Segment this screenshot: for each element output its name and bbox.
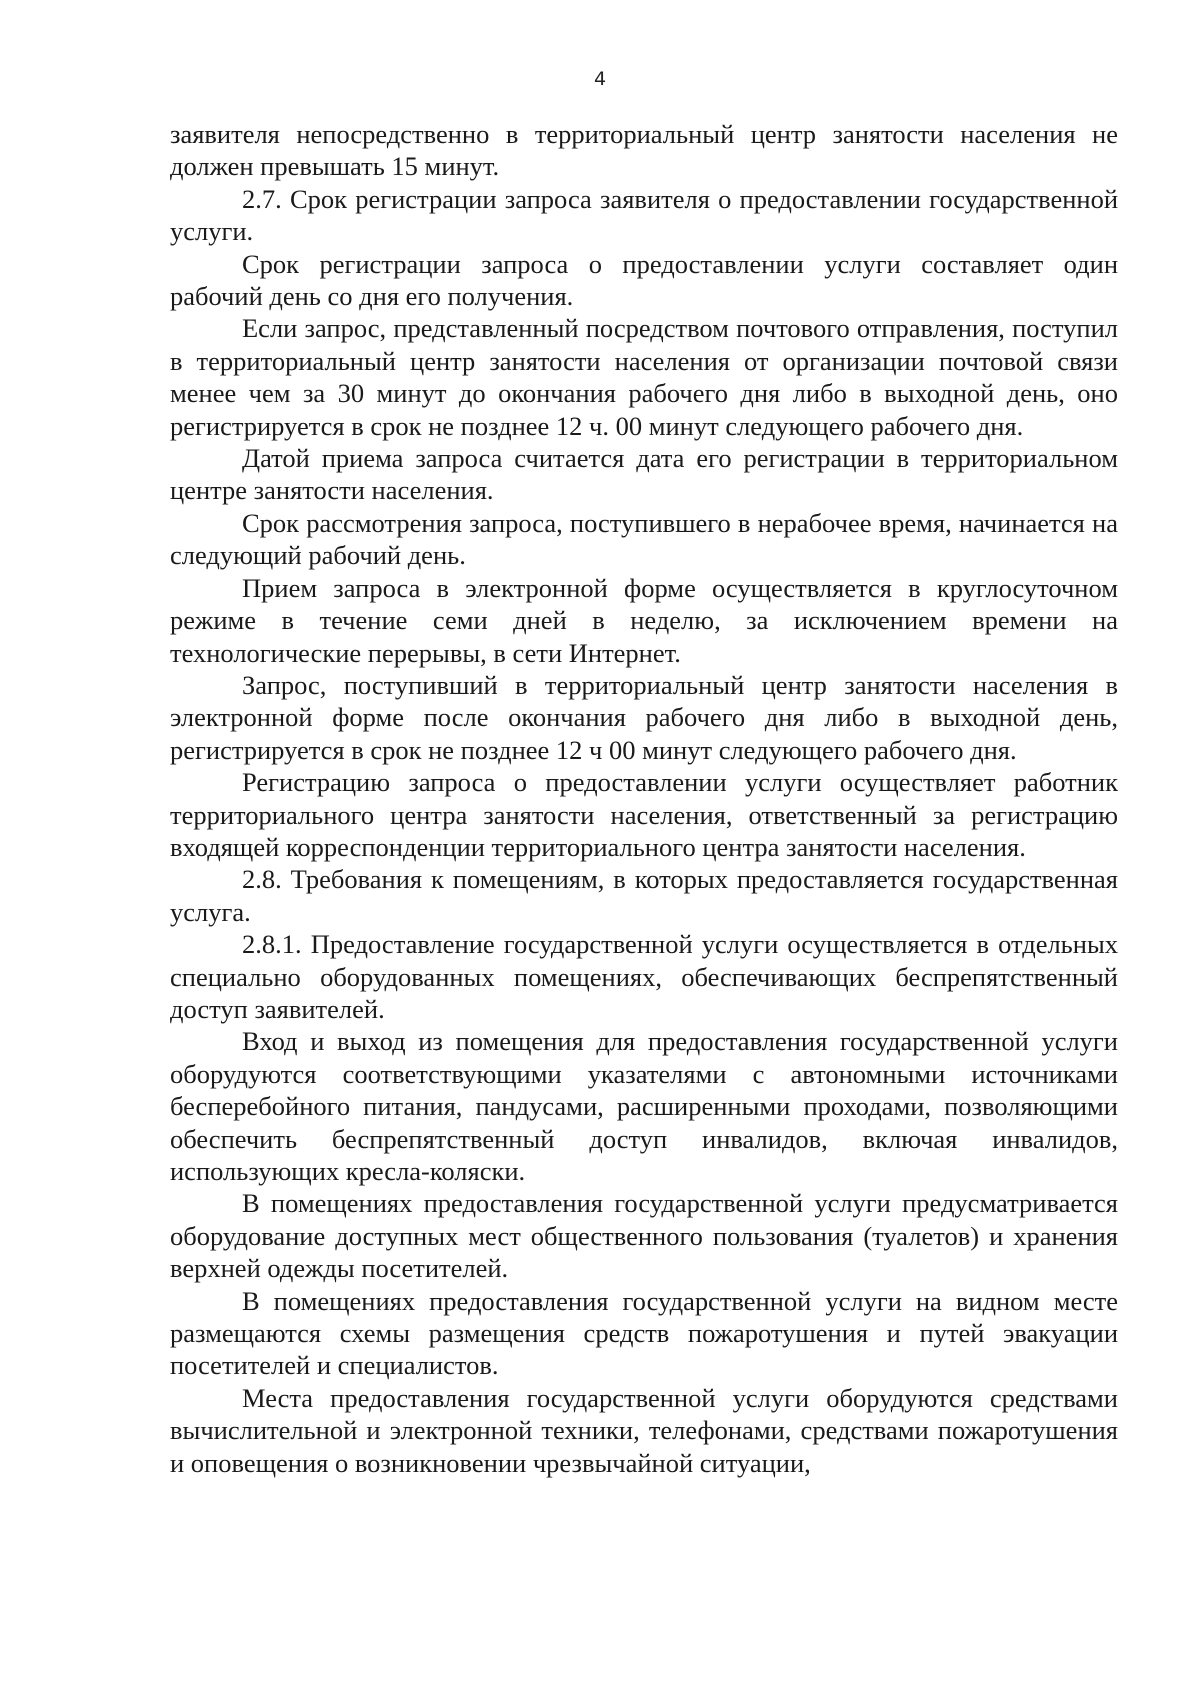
paragraph-section-2-8-1: 2.8.1. Предоставление государственной услуги осуществляется в отдельных специально оборудованных помещениях, обеспечивающих беспрепятственный доступ заявителей.	[170, 929, 1118, 1024]
paragraph: Места предоставления государственной услуги оборудуются средствами вычислительной и электронной техники, телефонами, средствами пожаротушения и оповещения о возникновении чрезвычайной ситуации,	[170, 1382, 1118, 1478]
paragraph: Датой приема запроса считается дата его регистрации в территориальном центре занятости населения.	[170, 443, 1118, 506]
paragraph-section-2-8: 2.8. Требования к помещениям, в которых предоставляется государственная услуга.	[170, 864, 1118, 927]
document-body	[170, 118, 1118, 1479]
paragraph: Регистрацию запроса о предоставлении услуги осуществляет работник территориального центра занятости населения, ответственный за регистрацию входящей корреспонденции территориального центра занятости населения.	[170, 767, 1118, 862]
paragraph: Срок регистрации запроса о предоставлении услуги составляет один рабочий день со дня его получения.	[170, 248, 1118, 312]
paragraph: Запрос, поступивший в территориальный центр занятости населения в электронной форме после окончания рабочего дня либо в выходной день, регистрируется в срок не позднее 12 ч 00 минут следующего рабочего дня.	[170, 669, 1118, 765]
page-number: 4	[593, 68, 607, 90]
paragraph: Если запрос, представленный посредством почтового отправления, поступил в территориальный центр занятости населения от организации почтовой связи менее чем за 30 минут до окончания рабочего дня либо в выходной день, оно регистрируется в срок не позднее 12 ч. 00 минут следующего рабочего дня.	[170, 313, 1118, 441]
paragraph-section-2-7: 2.7. Срок регистрации запроса заявителя о предоставлении государственной услуги.	[170, 183, 1118, 247]
paragraph: В помещениях предоставления государственной услуги на видном месте размещаются схемы размещения средств пожаротушения и путей эвакуации посетителей и специалистов.	[170, 1285, 1118, 1381]
paragraph: Срок рассмотрения запроса, поступившего в нерабочее время, начинается на следующий рабочий день.	[170, 507, 1118, 571]
paragraph: Прием запроса в электронной форме осуществляется в круглосуточном режиме в течение семи дней в неделю, за исключением времени на технологические перерывы, в сети Интернет.	[170, 572, 1118, 668]
paragraph: В помещениях предоставления государственной услуги предусматривается оборудование доступных мест общественного пользования (туалетов) и хранения верхней одежды посетителей.	[170, 1188, 1118, 1284]
paragraph: Вход и выход из помещения для предоставления государственной услуги оборудуются соответствующими указателями с автономными источниками бесперебойного питания, пандусами, расширенными проходами, позволяющими обеспечить беспрепятственный доступ инвалидов, включая инвалидов, использующих кресла-коляски.	[170, 1026, 1118, 1186]
paragraph-continuation: заявителя непосредственно в территориальный центр занятости населения не должен превышать 15 минут.	[170, 119, 1118, 182]
